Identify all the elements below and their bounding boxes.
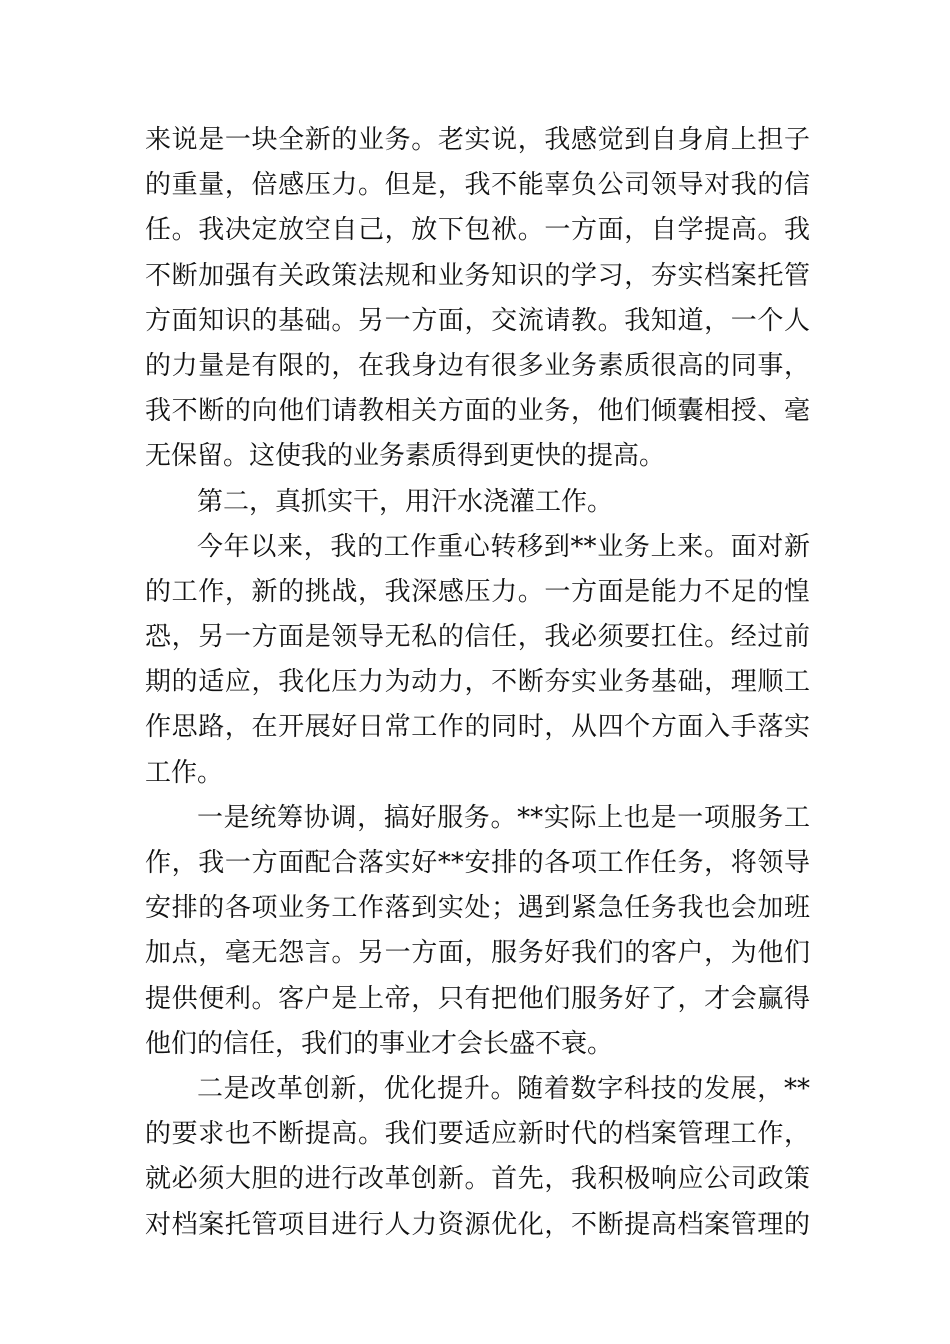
text-line: 加点，毫无怨言。另一方面，服务好我们的客户，为他们 <box>145 938 810 969</box>
text-line: 的工作，新的挑战，我深感压力。一方面是能力不足的惶 <box>145 576 810 607</box>
text-line: 来说是一块全新的业务。老实说，我感觉到自身肩上担子 <box>145 125 810 155</box>
text-line: 作，我一方面配合落实好**安排的各项工作任务，将领导 <box>145 848 810 878</box>
text-line: 无保留。这使我的业务素质得到更快的提高。 <box>145 441 666 472</box>
text-line: 他们的信任，我们的事业才会长盛不衰。 <box>145 1028 614 1059</box>
text-line: 我不断的向他们请教相关方面的业务，他们倾囊相授、毫 <box>145 396 810 427</box>
text-line: 工作。 <box>145 757 224 788</box>
paragraph-first-line: 第二，真抓实干，用汗水浇灌工作。 <box>197 486 614 517</box>
text-line: 安排的各项业务工作落到实处；遇到紧急任务我也会加班 <box>145 893 810 924</box>
text-line: 的要求也不断提高。我们要适应新时代的档案管理工作， <box>145 1119 810 1150</box>
paragraph-first-line: 今年以来，我的工作重心转移到**业务上来。面对新 <box>197 531 810 562</box>
text-line: 方面知识的基础。另一方面，交流请教。我知道，一个人 <box>145 305 810 336</box>
text-line: 提供便利。客户是上帝，只有把他们服务好了，才会赢得 <box>145 983 810 1014</box>
text-line: 就必须大胆的进行改革创新。首先，我积极响应公司政策 <box>145 1164 810 1195</box>
text-line: 恐，另一方面是领导无私的信任，我必须要扛住。经过前 <box>145 622 810 653</box>
text-line: 对档案托管项目进行人力资源优化，不断提高档案管理的 <box>145 1209 810 1240</box>
paragraph-first-line: 一是统筹协调，搞好服务。**实际上也是一项服务工 <box>197 802 810 833</box>
text-line: 期的适应，我化压力为动力，不断夯实业务基础，理顺工 <box>145 667 810 698</box>
text-line: 的力量是有限的，在我身边有很多业务素质很高的同事， <box>145 350 810 381</box>
text-line: 不断加强有关政策法规和业务知识的学习，夯实档案托管 <box>145 260 810 291</box>
document-body <box>145 118 810 1248</box>
text-line: 的重量，倍感压力。但是，我不能辜负公司领导对我的信 <box>145 170 810 201</box>
paragraph-first-line: 二是改革创新，优化提升。随着数字科技的发展，** <box>197 1073 810 1104</box>
text-line: 作思路，在开展好日常工作的同时，从四个方面入手落实 <box>145 712 810 743</box>
text-line: 任。我决定放空自己，放下包袱。一方面，自学提高。我 <box>145 215 810 246</box>
